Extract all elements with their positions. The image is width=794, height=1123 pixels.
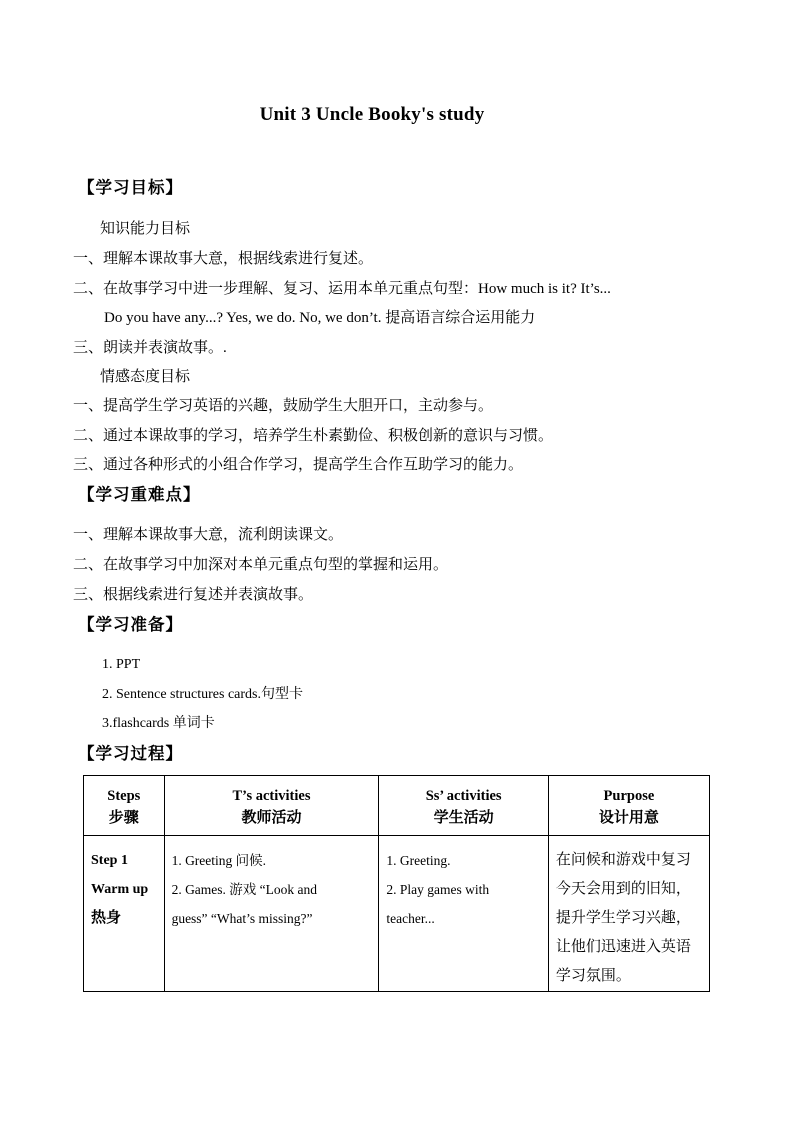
header-en: Steps (107, 788, 141, 804)
purpose-line: 在问候和游戏中复习 (555, 852, 691, 868)
table-header-cell (84, 776, 165, 836)
step-cell (84, 836, 165, 992)
section-heading-objectives: 【学习目标】 (78, 178, 183, 197)
key-point-item: 一、理解本课故事大意，流利朗读课文。 (73, 527, 344, 543)
purpose-line: 让他们迅速进入英语 (555, 939, 691, 955)
table-row (84, 836, 710, 992)
header-zh: 设计用意 (598, 810, 659, 826)
purpose-line: 今天会用到的旧知， (555, 881, 691, 897)
student-activities-cell (379, 836, 548, 992)
header-zh: 教师活动 (241, 810, 302, 826)
knowledge-goal-label: 知识能力目标 (100, 221, 191, 237)
student-activity-line: teacher... (386, 911, 435, 926)
purpose-line: 提升学生学习兴趣， (555, 910, 691, 926)
header-en: Ss’ activities (425, 788, 502, 804)
purpose-line: 学习氛围。 (555, 968, 631, 984)
preparation-item: 2. Sentence structures cards.句型卡 (102, 687, 303, 702)
knowledge-item: 三、朗读并表演故事。. (73, 340, 227, 356)
purpose-cell (548, 836, 709, 992)
header-zh: 学生活动 (433, 810, 494, 826)
step-name: Warm up (91, 882, 149, 897)
lesson-process-table (83, 775, 710, 992)
emotion-goal-label: 情感态度目标 (100, 369, 191, 385)
emotion-item: 三、通过各种形式的小组合作学习，提高学生合作互助学习的能力。 (73, 457, 524, 473)
teacher-activities-cell (164, 836, 379, 992)
knowledge-item: 二、在故事学习中进一步理解、复习、运用本单元重点句型：How much is it? It’s... (73, 281, 611, 297)
section-heading-preparation: 【学习准备】 (78, 615, 183, 634)
step-name-zh: 热身 (91, 910, 122, 926)
knowledge-item-continuation: Do you have any...? Yes, we do. No, we don’t. 提高语言综合运用能力 (104, 310, 536, 326)
preparation-item: 1. PPT (102, 657, 141, 672)
table-header-cell (164, 776, 379, 836)
key-point-item: 三、根据线索进行复述并表演故事。 (73, 587, 314, 603)
step-number: Step 1 (91, 853, 128, 868)
knowledge-item: 一、理解本课故事大意，根据线索进行复述。 (73, 251, 374, 267)
table-header-cell (379, 776, 548, 836)
key-point-item: 二、在故事学习中加深对本单元重点句型的掌握和运用。 (73, 557, 449, 573)
teacher-activity-line: 1. Greeting 问候. (171, 853, 267, 868)
table-header-cell (548, 776, 709, 836)
preparation-item: 3.flashcards 单词卡 (102, 716, 215, 731)
emotion-item: 一、提高学生学习英语的兴趣，鼓励学生大胆开口，主动参与。 (73, 398, 494, 414)
student-activity-line: 2. Play games with (386, 882, 490, 897)
header-zh: 步骤 (108, 810, 139, 826)
header-en: Purpose (603, 788, 655, 804)
section-heading-process: 【学习过程】 (78, 744, 183, 763)
teacher-activity-line: 2. Games. 游戏 “Look and (171, 882, 318, 897)
emotion-item: 二、通过本课故事的学习，培养学生朴素勤俭、积极创新的意识与习惯。 (73, 428, 554, 444)
header-en: T’s activities (232, 788, 311, 804)
student-activity-line: 1. Greeting. (386, 853, 451, 868)
teacher-activity-line: guess” “What’s missing?” (171, 911, 313, 926)
section-heading-key-points: 【学习重难点】 (78, 485, 201, 504)
page-title: Unit 3 Uncle Booky's study (259, 104, 485, 125)
table-header-row (84, 776, 710, 836)
